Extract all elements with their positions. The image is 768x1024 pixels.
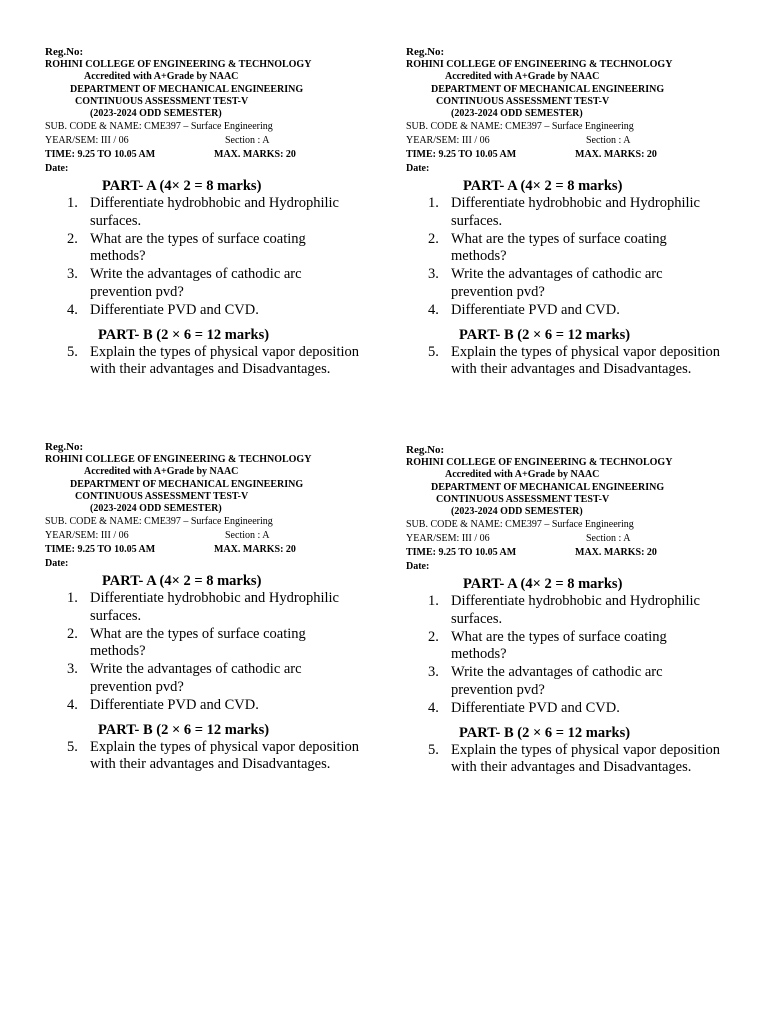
question-text: Differentiate PVD and CVD. xyxy=(90,302,259,318)
question-item xyxy=(406,629,721,664)
question-number: 4. xyxy=(67,302,78,318)
question-number: 3. xyxy=(67,661,78,678)
subject-line: SUB. CODE & NAME: CME397 – Surface Engineering xyxy=(406,121,634,133)
reg-no-label: Reg.No: xyxy=(45,441,84,453)
part-b-title: PART- B (2 × 6 = 12 marks) xyxy=(459,724,631,741)
reg-no-label: Reg.No: xyxy=(406,46,445,58)
question-item xyxy=(45,661,360,696)
question-text: Explain the types of physical vapor deposition with their advantages and Disadvantages. xyxy=(451,343,721,378)
question-item xyxy=(406,700,721,718)
year-section-row xyxy=(45,134,375,148)
reg-no-label: Reg.No: xyxy=(45,46,84,58)
question-number: 3. xyxy=(428,266,439,283)
question-text: What are the types of surface coating methods? xyxy=(90,625,306,660)
part-b-questions xyxy=(406,344,736,379)
part-a-title: PART- A (4× 2 = 8 marks) xyxy=(463,178,623,195)
question-text: Write the advantages of cathodic arc prevention pvd? xyxy=(451,664,663,699)
semester-line: (2023-2024 ODD SEMESTER) xyxy=(90,503,222,515)
question-number: 5. xyxy=(428,741,439,758)
question-number: 5. xyxy=(428,343,439,360)
question-number: 5. xyxy=(67,343,78,360)
test-name: CONTINUOUS ASSESSMENT TEST-V xyxy=(75,490,249,502)
question-item xyxy=(45,195,360,230)
part-a-title: PART- A (4× 2 = 8 marks) xyxy=(463,576,623,593)
question-text: Explain the types of physical vapor deposition with their advantages and Disadvantages. xyxy=(90,738,360,773)
time-marks-row xyxy=(406,546,736,560)
question-item xyxy=(45,302,360,320)
question-number: 2. xyxy=(67,230,78,247)
year-sem: YEAR/SEM: III / 06 xyxy=(406,135,490,147)
part-a-questions xyxy=(406,593,736,717)
semester-line: (2023-2024 ODD SEMESTER) xyxy=(90,108,222,120)
subject-line: SUB. CODE & NAME: CME397 – Surface Engineering xyxy=(406,519,634,531)
question-text: Differentiate hydrobhobic and Hydrophilic surfaces. xyxy=(451,195,700,229)
question-item xyxy=(406,231,721,266)
time-marks-row xyxy=(45,148,375,162)
part-b-title: PART- B (2 × 6 = 12 marks) xyxy=(98,721,270,738)
college-name: ROHINI COLLEGE OF ENGINEERING & TECHNOLOGY xyxy=(406,59,673,70)
test-name: CONTINUOUS ASSESSMENT TEST-V xyxy=(75,95,249,107)
part-a-title: PART- A (4× 2 = 8 marks) xyxy=(102,573,262,590)
question-text: Differentiate hydrobhobic and Hydrophilic surfaces. xyxy=(90,590,339,624)
accreditation-line: Accredited with A+Grade by NAAC xyxy=(84,71,239,83)
question-number: 2. xyxy=(428,628,439,645)
part-b-title: PART- B (2 × 6 = 12 marks) xyxy=(459,326,631,343)
question-text: Explain the types of physical vapor deposition with their advantages and Disadvantages. xyxy=(451,741,721,776)
section-label: Section : A xyxy=(586,533,631,545)
college-name: ROHINI COLLEGE OF ENGINEERING & TECHNOLOGY xyxy=(406,457,673,468)
question-text: What are the types of surface coating methods? xyxy=(451,628,667,663)
reg-no-label: Reg.No: xyxy=(406,444,445,456)
question-item xyxy=(45,697,360,715)
date-label: Date: xyxy=(406,162,430,174)
part-b-questions xyxy=(406,742,736,777)
question-number: 4. xyxy=(67,697,78,713)
part-b-title: PART- B (2 × 6 = 12 marks) xyxy=(98,326,270,343)
question-number: 1. xyxy=(428,593,439,610)
question-item xyxy=(45,231,360,266)
max-marks-label: MAX. MARKS: 20 xyxy=(214,543,296,555)
section-label: Section : A xyxy=(225,530,270,542)
subject-line: SUB. CODE & NAME: CME397 – Surface Engineering xyxy=(45,121,273,133)
accreditation-line: Accredited with A+Grade by NAAC xyxy=(84,466,239,478)
part-a-questions xyxy=(406,195,736,319)
question-item xyxy=(45,590,360,625)
part-a-title: PART- A (4× 2 = 8 marks) xyxy=(102,178,262,195)
section-label: Section : A xyxy=(225,135,270,147)
question-text: Differentiate PVD and CVD. xyxy=(451,302,620,318)
department-name: DEPARTMENT OF MECHANICAL ENGINEERING xyxy=(70,83,304,95)
max-marks-label: MAX. MARKS: 20 xyxy=(214,148,296,160)
question-number: 1. xyxy=(67,590,78,607)
time-marks-row xyxy=(45,543,375,557)
year-section-row xyxy=(45,529,375,543)
accreditation-line: Accredited with A+Grade by NAAC xyxy=(445,469,600,481)
year-sem: YEAR/SEM: III / 06 xyxy=(45,135,129,147)
year-sem: YEAR/SEM: III / 06 xyxy=(406,533,490,545)
question-paper xyxy=(45,441,375,774)
question-text: What are the types of surface coating methods? xyxy=(451,230,667,265)
date-label: Date: xyxy=(406,560,430,572)
question-item xyxy=(406,664,721,699)
question-text: Differentiate hydrobhobic and Hydrophilic surfaces. xyxy=(90,195,339,229)
question-number: 2. xyxy=(67,625,78,642)
question-number: 4. xyxy=(428,700,439,716)
test-name: CONTINUOUS ASSESSMENT TEST-V xyxy=(436,493,610,505)
question-number: 2. xyxy=(428,230,439,247)
question-text: Differentiate hydrobhobic and Hydrophilic surfaces. xyxy=(451,593,700,627)
part-b-questions xyxy=(45,344,375,379)
question-number: 3. xyxy=(67,266,78,283)
department-name: DEPARTMENT OF MECHANICAL ENGINEERING xyxy=(431,83,665,95)
question-item xyxy=(45,344,360,379)
test-name: CONTINUOUS ASSESSMENT TEST-V xyxy=(436,95,610,107)
date-label: Date: xyxy=(45,162,69,174)
question-number: 1. xyxy=(428,195,439,212)
year-section-row xyxy=(406,134,736,148)
year-sem: YEAR/SEM: III / 06 xyxy=(45,530,129,542)
time-label: TIME: 9.25 TO 10.05 AM xyxy=(45,543,156,555)
question-item xyxy=(406,302,721,320)
question-text: Explain the types of physical vapor deposition with their advantages and Disadvantages. xyxy=(90,343,360,378)
question-item xyxy=(45,739,360,774)
question-item xyxy=(45,626,360,661)
question-text: Differentiate PVD and CVD. xyxy=(451,700,620,716)
question-item xyxy=(406,593,721,628)
question-paper xyxy=(406,444,736,777)
question-number: 5. xyxy=(67,738,78,755)
subject-line: SUB. CODE & NAME: CME397 – Surface Engineering xyxy=(45,516,273,528)
question-item xyxy=(45,266,360,301)
question-number: 3. xyxy=(428,664,439,681)
question-text: Differentiate PVD and CVD. xyxy=(90,697,259,713)
part-a-questions xyxy=(45,195,375,319)
department-name: DEPARTMENT OF MECHANICAL ENGINEERING xyxy=(70,478,304,490)
question-item xyxy=(406,742,721,777)
question-text: Write the advantages of cathodic arc prevention pvd? xyxy=(90,661,302,696)
semester-line: (2023-2024 ODD SEMESTER) xyxy=(451,108,583,120)
section-label: Section : A xyxy=(586,135,631,147)
max-marks-label: MAX. MARKS: 20 xyxy=(575,546,657,558)
question-item xyxy=(406,344,721,379)
question-text: Write the advantages of cathodic arc prevention pvd? xyxy=(451,266,663,301)
accreditation-line: Accredited with A+Grade by NAAC xyxy=(445,71,600,83)
question-number: 4. xyxy=(428,302,439,318)
time-label: TIME: 9.25 TO 10.05 AM xyxy=(45,148,156,160)
semester-line: (2023-2024 ODD SEMESTER) xyxy=(451,506,583,518)
question-text: What are the types of surface coating methods? xyxy=(90,230,306,265)
question-item xyxy=(406,195,721,230)
department-name: DEPARTMENT OF MECHANICAL ENGINEERING xyxy=(431,481,665,493)
question-text: Write the advantages of cathodic arc prevention pvd? xyxy=(90,266,302,301)
question-paper xyxy=(45,46,375,379)
part-a-questions xyxy=(45,590,375,714)
question-paper xyxy=(406,46,736,379)
question-item xyxy=(406,266,721,301)
max-marks-label: MAX. MARKS: 20 xyxy=(575,148,657,160)
college-name: ROHINI COLLEGE OF ENGINEERING & TECHNOLOGY xyxy=(45,454,312,465)
question-number: 1. xyxy=(67,195,78,212)
date-label: Date: xyxy=(45,557,69,569)
college-name: ROHINI COLLEGE OF ENGINEERING & TECHNOLOGY xyxy=(45,59,312,70)
time-label: TIME: 9.25 TO 10.05 AM xyxy=(406,546,517,558)
time-marks-row xyxy=(406,148,736,162)
time-label: TIME: 9.25 TO 10.05 AM xyxy=(406,148,517,160)
part-b-questions xyxy=(45,739,375,774)
year-section-row xyxy=(406,532,736,546)
